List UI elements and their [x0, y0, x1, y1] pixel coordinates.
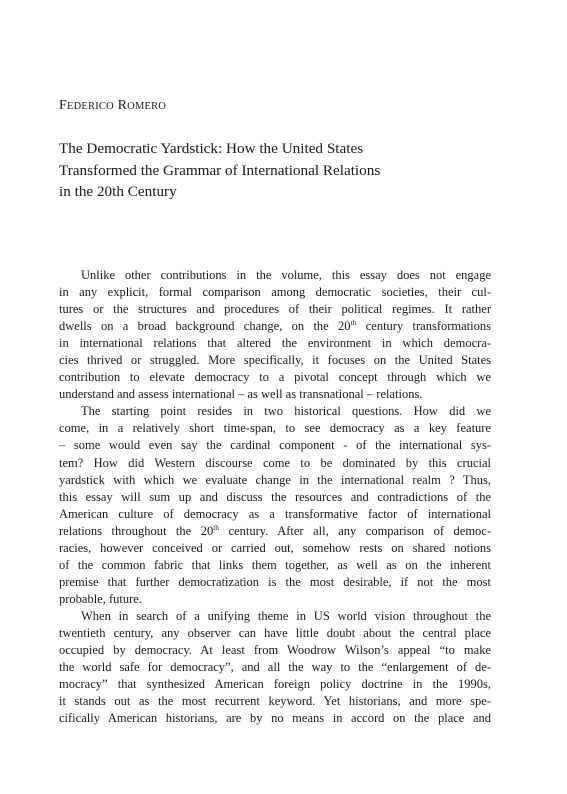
text-line: yardstick with which we evaluate change in the international realm ? Thus,	[59, 472, 491, 487]
title-line: The Democratic Yardstick: How the United States	[59, 140, 364, 157]
text-line: twentieth century, any observer can have little doubt about the central place	[59, 625, 491, 640]
text-line: in any explicit, formal comparison among democratic societies, their cul-	[59, 285, 491, 300]
text-line: come, in a relatively short time-span, to see democracy as a key feature	[59, 421, 491, 436]
text-line: Unlike other contributions in the volume, this essay does not engage	[81, 268, 491, 282]
text-line: dwells on a broad background change, on the 20th century transformations	[59, 318, 491, 334]
author-name	[59, 98, 166, 115]
text-line: American culture of democracy as a transformative factor of international	[59, 506, 491, 521]
text-line: the world safe for democracy”, and all the way to the “enlargement of de-	[59, 660, 491, 675]
text-line: probable, future.	[59, 591, 142, 606]
text-line: occupied by democracy. At least from Woodrow Wilson’s appeal “to make	[59, 643, 491, 658]
essay-body	[59, 267, 491, 727]
text-line: tem? How did Western discourse come to be dominated by this crucial	[59, 455, 491, 470]
text-line: mocracy” that synthesized American foreign policy doctrine in the 1990s,	[59, 677, 491, 692]
text-line: of the common fabric that links them together, as well as on the inherent	[59, 557, 491, 572]
text-line: understand and assess international – as well as transnational – relations.	[59, 387, 423, 402]
author-first-rest: EDERICO	[67, 101, 114, 112]
text-line: premise that further democratization is the most desirable, if not the most	[59, 574, 491, 589]
essay-title	[59, 138, 479, 203]
author-last-rest: OMERO	[127, 101, 167, 112]
text-line: relations throughout the 20th century. After all, any comparison of democ-	[59, 522, 492, 538]
text-line: racies, however conceived or carried out, somehow rests on shared notions	[59, 540, 491, 555]
superscript: th	[213, 522, 220, 532]
title-line: in the 20th Century	[59, 183, 177, 200]
text-line: cifically American historians, are by no means in accord on the place and	[59, 711, 491, 726]
text-line: tures or the structures and procedures of their political regimes. It rather	[59, 302, 491, 317]
text-line: cies thrived or struggled. More specifically, it focuses on the United States	[59, 353, 491, 368]
text-line: – some would even say the cardinal component - of the international sys-	[59, 438, 491, 453]
text-line: this essay will sum up and discuss the resources and contradictions of the	[59, 489, 491, 504]
text-line: The starting point resides in two historical questions. How did we	[81, 404, 491, 419]
author-last-initial: R	[117, 98, 128, 113]
paragraph	[59, 608, 491, 727]
text-line: contribution to elevate democracy to a pivotal concept through which we	[59, 370, 491, 385]
paragraph	[59, 403, 491, 608]
text-line: in international relations that altered the environment in which democra-	[59, 336, 491, 351]
paragraph	[59, 267, 491, 403]
text-line: it stands out as the most recurrent keyword. Yet historians, and more spe-	[59, 694, 491, 709]
title-line: Transformed the Grammar of International Relations	[59, 161, 381, 179]
superscript: th	[350, 318, 357, 328]
author-first-initial: F	[59, 98, 67, 113]
text-line: When in search of a unifying theme in US world vision throughout the	[81, 608, 491, 623]
